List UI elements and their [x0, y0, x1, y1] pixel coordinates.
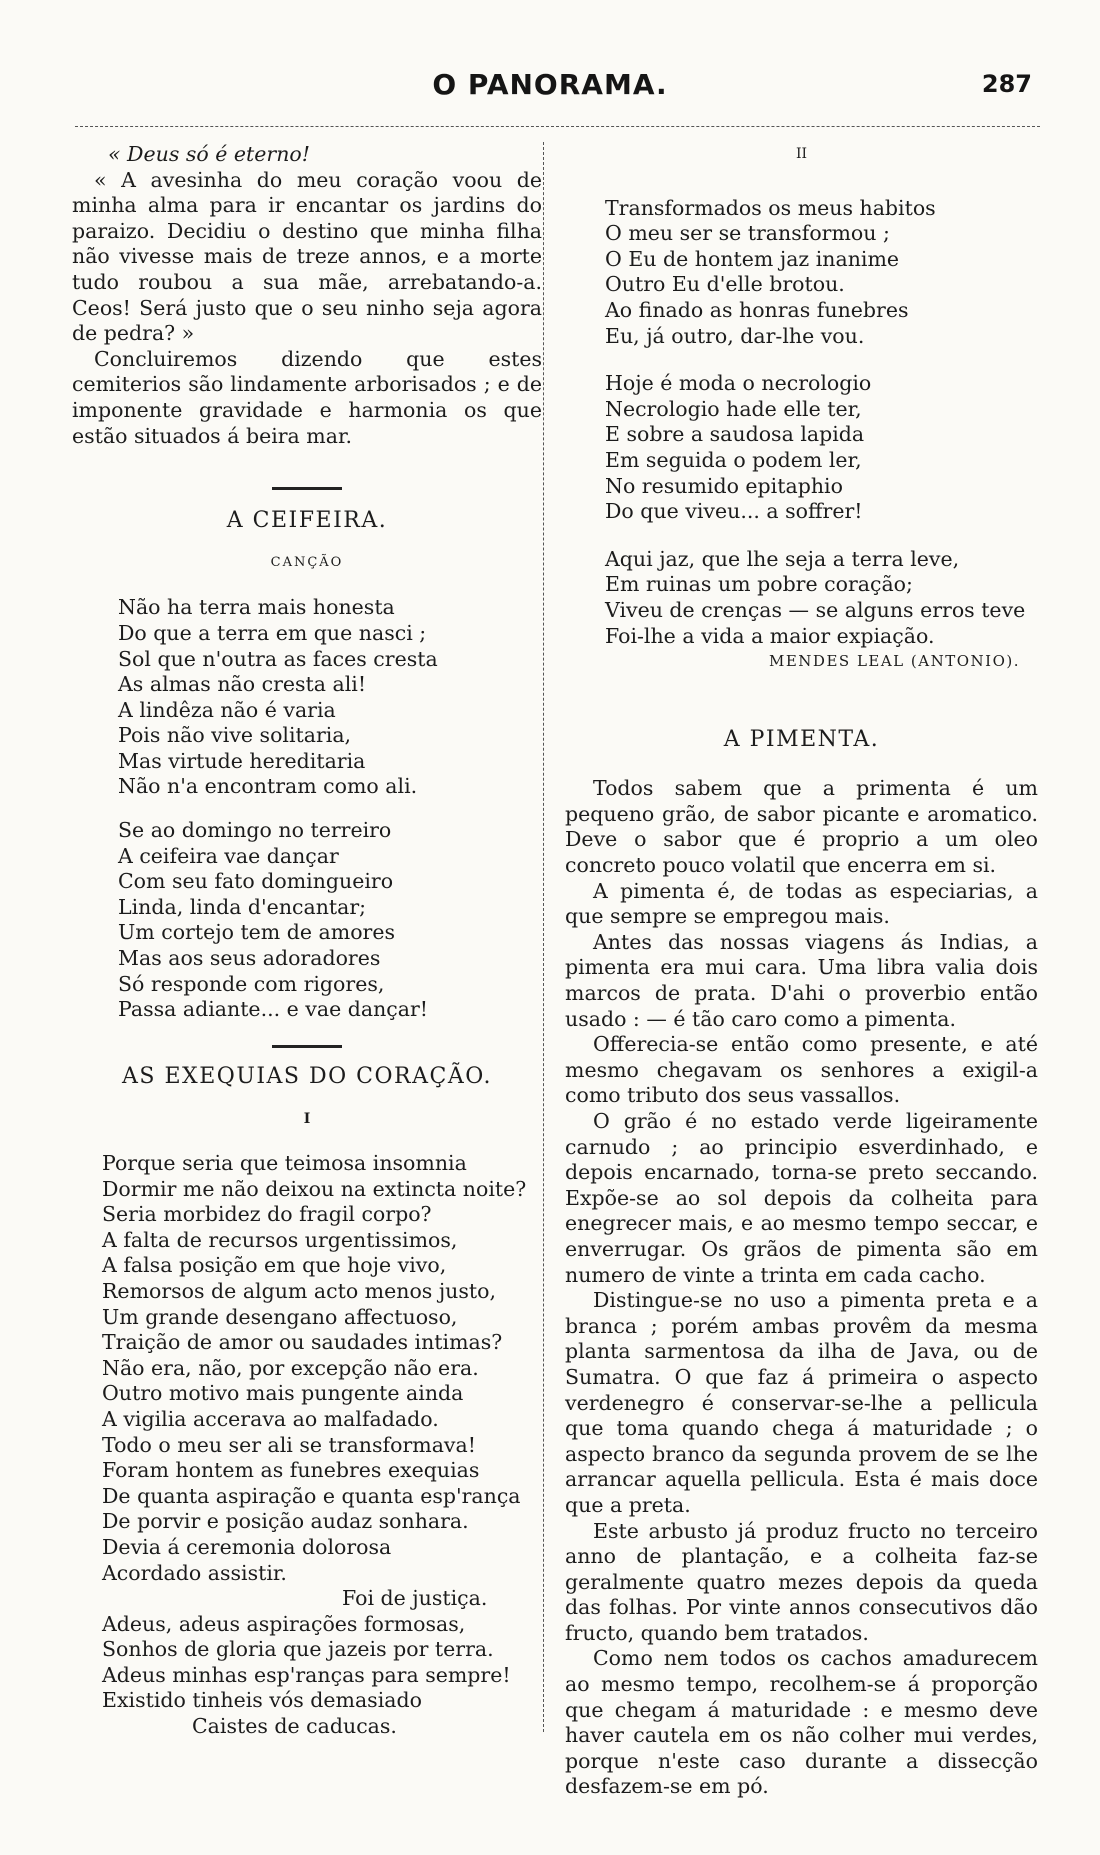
verse-line: Foi-lhe a vida a maior expiação.	[605, 623, 935, 648]
verse-line: Não n'a encontram como ali.	[118, 774, 418, 799]
verse-line: Transformados os meus habitos	[605, 195, 936, 220]
header-rule	[75, 126, 1040, 127]
ceifeira-stanza-2	[72, 818, 542, 1023]
verse-line: Viveu de crenças — se alguns erros teve	[605, 597, 1026, 622]
verse-line: E sobre a saudosa lapida	[605, 422, 865, 447]
verse-line: Aqui jaz, que lhe seja a terra leve,	[605, 546, 960, 571]
verse-line: Hoje é moda o necrologio	[605, 371, 872, 396]
verse-line: A vigilia accerava ao malfadado.	[102, 1406, 439, 1431]
verse-line: Outro motivo mais pungente ainda	[102, 1381, 464, 1406]
verse-line: As almas não cresta ali!	[118, 672, 367, 697]
verse-line: Passa adiante... e vae dançar!	[118, 997, 429, 1022]
verse-line: Necrologio hade elle ter,	[605, 396, 862, 421]
verse-line: A lindêza não é varia	[118, 697, 336, 722]
pimenta-title: A PIMENTA.	[723, 726, 880, 752]
verse-line: O Eu de hontem jaz inanime	[605, 246, 900, 271]
article-paragraph: Antes das nossas viagens ás Indias, a pimenta era mui cara. Uma libra valia dois marcos de prata. D'ahi o proverbio então usado : — é tão caro como a pimenta.	[565, 929, 1038, 1031]
column-divider	[543, 142, 544, 1732]
verse-line: Eu, já outro, dar-lhe vou.	[605, 323, 865, 348]
verse-line: Em ruinas um pobre coração;	[605, 572, 913, 597]
ceifeira-title: A CEIFEIRA.	[226, 508, 388, 534]
verse-line-indented: Caistes de caducas.	[192, 1714, 397, 1739]
verse-line: Remorsos de algum acto menos justo,	[102, 1278, 497, 1303]
verse-line: A falsa posição em que hoje vivo,	[102, 1253, 447, 1278]
journal-title: O PANORAMA.	[432, 68, 668, 101]
verse-line: Todo o meu ser ali se transformava!	[102, 1432, 476, 1457]
verse-line: Existido tinheis vós demasiado	[102, 1688, 422, 1713]
exequias-part-number-ii: II	[795, 146, 808, 162]
verse-line: Pois não vive solitaria,	[118, 723, 352, 748]
verse-line: Sol que n'outra as faces cresta	[118, 646, 438, 671]
verse-line: Só responde com rigores,	[118, 971, 385, 996]
article-paragraph: O grão é no estado verde ligeiramente carnudo ; ao principio esverdinhado, e depois encarnado, torna-se preto seccando. Expõe-se ao sol depois da colheita para enegrecer mais, e ao mesmo tempo seccar, e enverrugar. Os grãos de pimenta são em numero de vinte a trinta em cada cacho.	[565, 1109, 1038, 1287]
verse-line: De quanta aspiração e quanta esp'rança	[102, 1483, 521, 1508]
verse-line: Sonhos de gloria que jazeis por terra.	[102, 1637, 494, 1662]
verse-line: Mas aos seus adoradores	[118, 946, 381, 971]
quote-line: « Deus só é eterno!	[108, 142, 310, 166]
verse-line: Adeus minhas esp'ranças para sempre!	[102, 1662, 511, 1687]
exequias-stanza-ii-2	[565, 371, 1038, 525]
verse-line: Traição de amor ou saudades intimas?	[102, 1330, 503, 1355]
quote-paragraph: « A avesinha do meu coração voou de minha alma para ir encantar os jardins do paraizo. Decidiu o destino que minha filha não vivesse mais de treze annos, e a morte tudo roubou a sua mãe, arrebatando-a. Ceos! Será justo que o seu ninho seja agora de pedra? »	[72, 167, 542, 346]
verse-line: O meu ser se transformou ;	[605, 221, 890, 246]
masthead	[60, 68, 1040, 108]
verse-line: Mas virtude hereditaria	[118, 748, 366, 773]
verse-line: Acordado assistir.	[102, 1560, 287, 1585]
exequias-part-number: I	[303, 1111, 311, 1128]
article-paragraph: Este arbusto já produz fructo no terceiro anno de plantação, e a colheita faz-se geralmente quatro mezes depois da queda das folhas. Por vinte annos consecutivos dão fructo, quando bem tratados.	[565, 1518, 1038, 1645]
verse-line: Dormir me não deixou na extincta noite?	[102, 1176, 527, 1201]
verse-line: Adeus, adeus aspirações formosas,	[102, 1611, 466, 1636]
right-column	[565, 142, 1038, 1800]
verse-line: Do que a terra em que nasci ;	[118, 620, 427, 645]
verse-line: Outro Eu d'elle brotou.	[605, 272, 845, 297]
verse-line: Não era, não, por excepção não era.	[102, 1355, 479, 1380]
ceifeira-subtitle: CANÇÃO	[270, 554, 344, 570]
verse-line-indented: Foi de justiça.	[342, 1586, 488, 1611]
verse-line: Porque seria que teimosa insomnia	[102, 1151, 467, 1175]
exequias-verses	[72, 1151, 542, 1740]
article-paragraph: A pimenta é, de todas as especiarias, a que sempre se empregou mais.	[565, 878, 1038, 929]
verse-line: De porvir e posição audaz sonhara.	[102, 1509, 469, 1534]
verse-line: A ceifeira vae dançar	[118, 843, 339, 868]
verse-line: Foram hontem as funebres exequias	[102, 1458, 480, 1483]
verse-line: Do que viveu... a soffrer!	[605, 499, 863, 524]
verse-line: Um grande desengano affectuoso,	[102, 1304, 458, 1329]
article-paragraph: Todos sabem que a primenta é um pequeno grão, de sabor picante e aromatico. Deve o sabor que é proprio a um oleo concreto pouco volatil que encerra em si.	[565, 776, 1038, 878]
page-number: 287	[981, 70, 1032, 98]
verse-line: Em seguida o podem ler,	[605, 447, 862, 472]
article-paragraph: Como nem todos os cachos amadurecem ao mesmo tempo, recolhem-se á proporção que chegam á maturidade : e mesmo deve haver cautela em os não colher mui verdes, porque n'este caso durante a dissecção desfazem-se em pó.	[565, 1646, 1038, 1799]
left-column	[72, 142, 542, 1740]
author-signature: MENDES LEAL (ANTONIO).	[768, 652, 1020, 671]
verse-line: No resumido epitaphio	[605, 473, 843, 498]
verse-line: Um cortejo tem de amores	[118, 920, 395, 945]
ceifeira-stanza-1	[72, 595, 542, 800]
exequias-title: AS EXEQUIAS DO CORAÇÃO.	[122, 1063, 492, 1089]
verse-line: Seria morbidez do fragil corpo?	[102, 1202, 432, 1227]
pimenta-article	[565, 776, 1038, 1800]
verse-line: Ao finado as honras funebres	[605, 297, 909, 322]
article-paragraph: Offerecia-se então como presente, e até mesmo chegavam os senhores a exigil-a como tributo dos seus vassallos.	[565, 1032, 1038, 1108]
verse-line: Devia á ceremonia dolorosa	[102, 1534, 392, 1559]
verse-line: A falta de recursos urgentissimos,	[102, 1227, 458, 1252]
verse-line: Não ha terra mais honesta	[118, 595, 395, 620]
verse-line: Se ao domingo no terreiro	[118, 818, 392, 843]
exequias-stanza-ii-1	[565, 196, 1038, 350]
verse-line: Linda, linda d'encantar;	[118, 894, 367, 919]
verse-line: Com seu fato domingueiro	[118, 869, 394, 894]
exequias-stanza-ii-3	[565, 547, 1038, 649]
closing-paragraph: Concluiremos dizendo que estes cemiterios são lindamente arborisados ; e de imponente gravidade e harmonia os que estão situados á beira mar.	[72, 346, 542, 448]
article-paragraph: Distingue-se no uso a pimenta preta e a branca ; porém ambas provêm da mesma planta sarmentosa da ilha de Java, ou de Sumatra. O que faz á primeira o aspecto verdenegro é conservar-se-lhe a pellicula que toma quando chega á maturidade ; o aspecto branco da segunda provem de se lhe arrancar aquella pellicula. Esta é mais doce que a preta.	[565, 1288, 1038, 1517]
